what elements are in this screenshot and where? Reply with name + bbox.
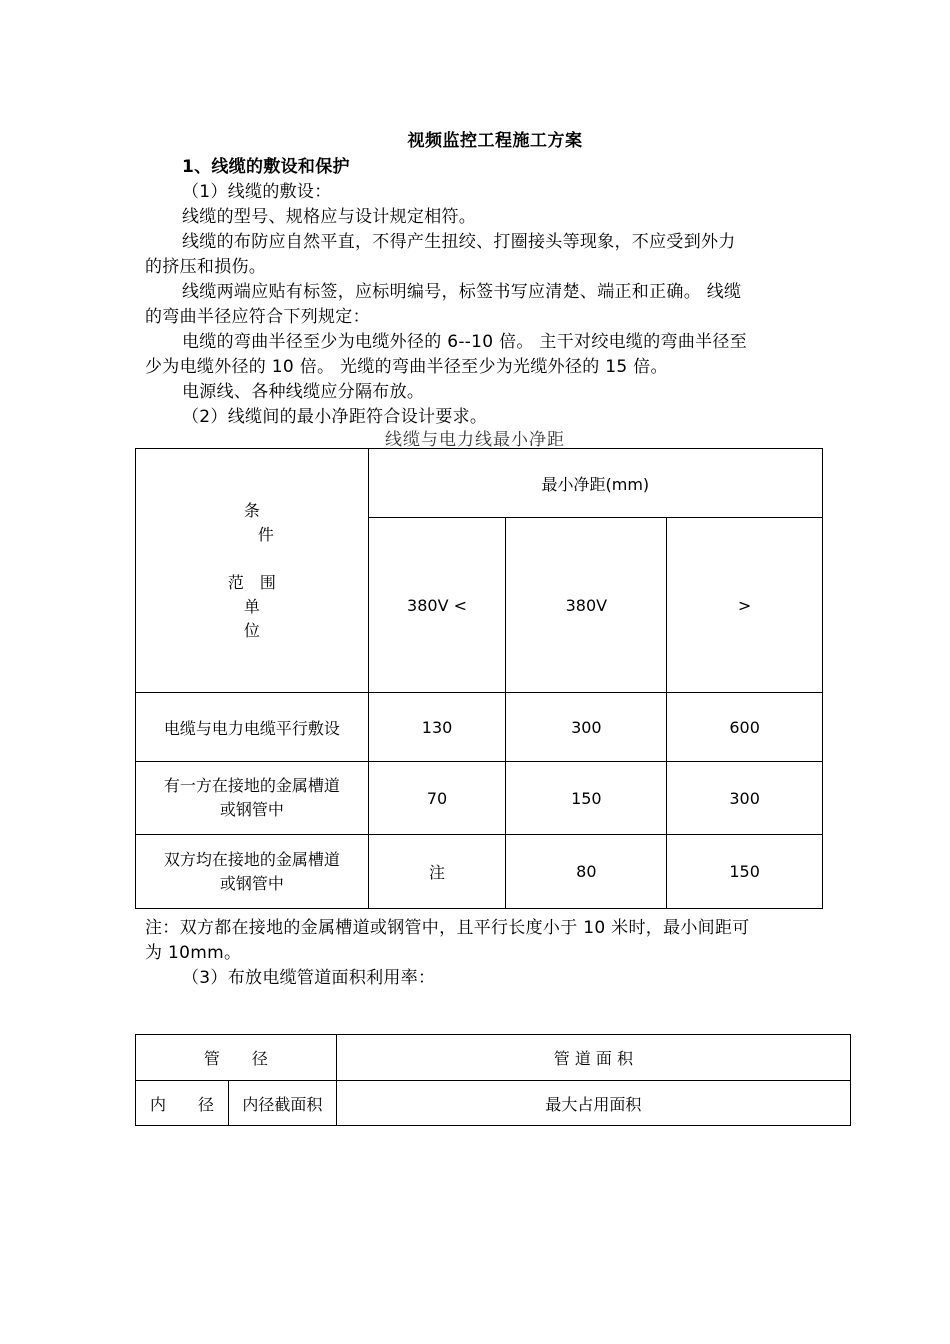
table-cell: 300 — [667, 762, 823, 835]
voltage-col-header: 380V < — [368, 518, 506, 693]
paragraph: 电源线、各种线缆应分隔布放。 — [182, 382, 425, 402]
table-cell: 150 — [506, 762, 667, 835]
row-label: 电缆与电力电缆平行敷设 — [136, 693, 369, 762]
table-cell: 80 — [506, 835, 667, 909]
header-text: 条 — [243, 500, 260, 520]
table-cell: 600 — [667, 693, 823, 762]
section-heading: 1、线缆的敷设和保护 — [182, 157, 350, 177]
pipe-diameter-header: 管 径 — [136, 1035, 337, 1081]
inner-diameter-header: 内 径 — [136, 1081, 229, 1126]
pipe-area-table — [135, 1034, 851, 1126]
table-caption: 线缆与电力线最小净距 — [385, 430, 565, 450]
table-cell: 70 — [368, 762, 506, 835]
pipe-area-header: 管 道 面 积 — [336, 1035, 850, 1081]
paragraph: 线缆两端应贴有标签，应标明编号，标签书写应清楚、端正和正确。 线缆 — [182, 282, 742, 302]
page-title: 视频监控工程施工方案 — [407, 131, 583, 151]
header-text: 单 — [243, 596, 260, 616]
table-note-continuation: 为 10mm。 — [145, 943, 242, 963]
table-cell: 注 — [368, 835, 506, 909]
row-label-line: 或钢管中 — [219, 800, 284, 819]
paragraph-continuation: 的弯曲半径应符合下列规定： — [145, 307, 370, 327]
paragraph: 线缆的布防应自然平直，不得产生扭绞、打圈接头等现象，不应受到外力 — [182, 232, 736, 252]
voltage-col-header: > — [667, 518, 823, 693]
header-spacer — [136, 547, 368, 571]
paragraph-continuation: 少为电缆外径的 10 倍。 光缆的弯曲半径至少为光缆外径的 15 倍。 — [145, 357, 668, 377]
header-text: 件 — [257, 524, 274, 544]
subsection-heading: （1）线缆的敷设： — [182, 182, 332, 202]
table-cell: 300 — [506, 693, 667, 762]
row-label-line: 双方均在接地的金属槽道 — [163, 849, 340, 869]
header-text: 位 — [243, 620, 260, 640]
min-distance-header: 最小净距(mm) — [368, 449, 822, 518]
subsection-heading: （3）布放电缆管道面积利用率： — [182, 968, 436, 988]
voltage-col-header: 380V — [506, 518, 667, 693]
min-distance-table — [135, 448, 823, 909]
cross-section-header: 内径截面积 — [228, 1081, 336, 1126]
paragraph: 线缆的型号、规格应与设计规定相符。 — [182, 207, 477, 227]
paragraph-continuation: 的挤压和损伤。 — [145, 257, 267, 277]
subsection-heading: （2）线缆间的最小净距符合设计要求。 — [182, 407, 488, 427]
condition-header-cell — [136, 449, 369, 693]
table-note: 注：双方都在接地的金属槽道或钢管中，且平行长度小于 10 米时，最小间距可 — [145, 918, 750, 938]
table-cell: 150 — [667, 835, 823, 909]
row-label — [136, 762, 369, 835]
paragraph: 电缆的弯曲半径至少为电缆外径的 6--10 倍。 主干对绞电缆的弯曲半径至 — [182, 332, 748, 352]
row-label-line: 有一方在接地的金属槽道 — [163, 776, 340, 795]
table-cell: 130 — [368, 693, 506, 762]
header-text: 范 围 — [227, 572, 276, 592]
max-area-header: 最大占用面积 — [336, 1081, 850, 1126]
row-label — [136, 835, 369, 909]
row-label-line: 或钢管中 — [219, 873, 284, 893]
